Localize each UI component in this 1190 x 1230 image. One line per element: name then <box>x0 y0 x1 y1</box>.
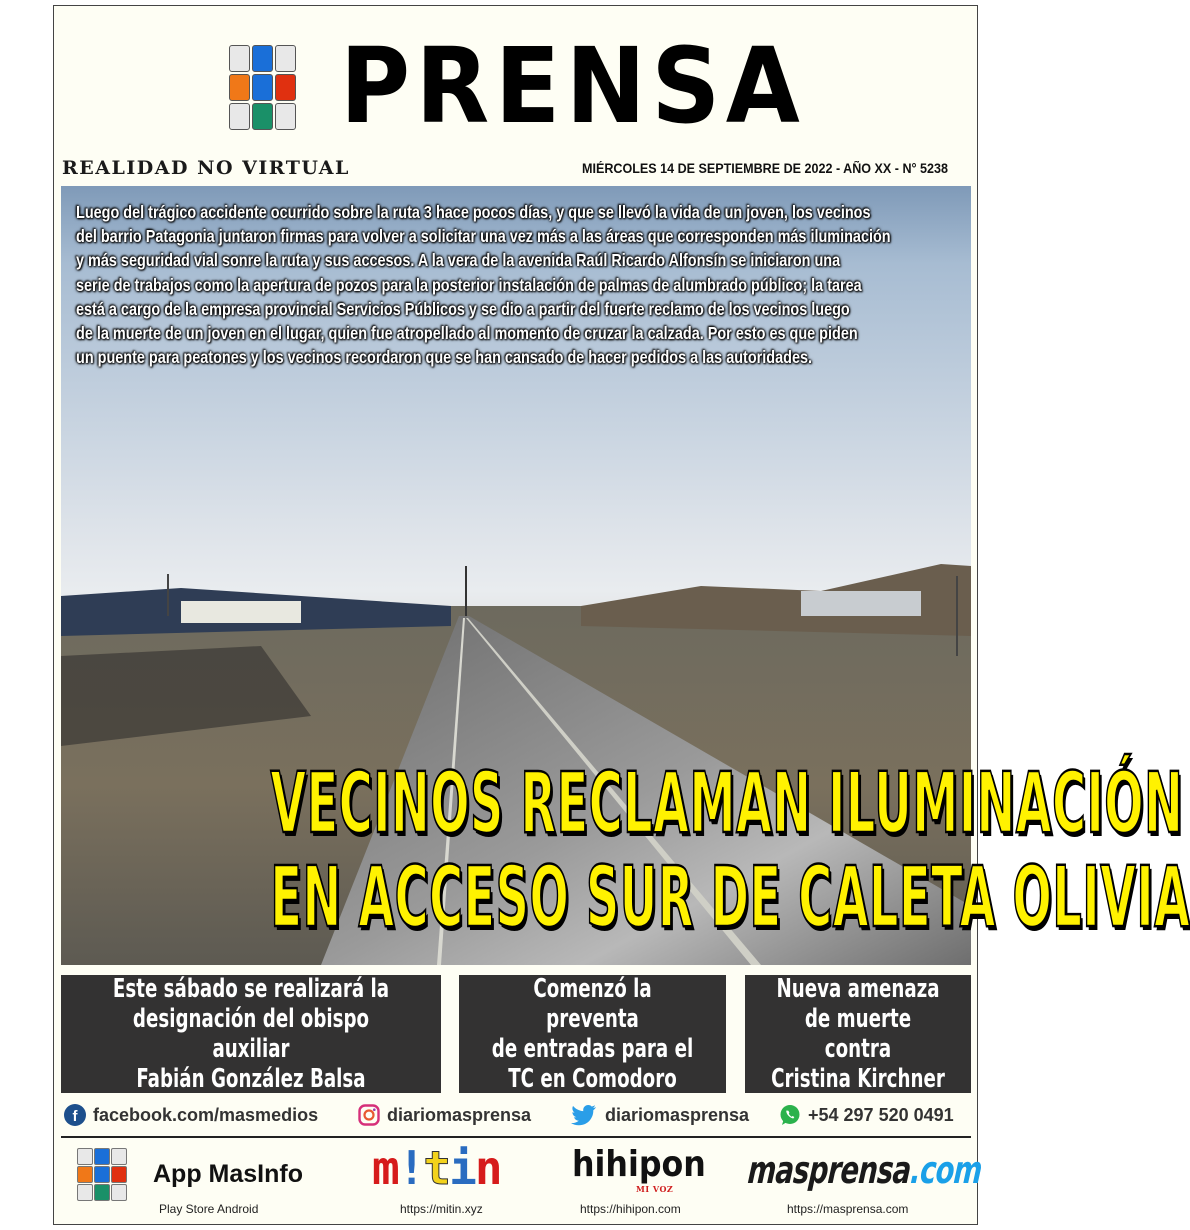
lede-line: serie de trabajos como la apertura de pozos para la posterior instalación de palmas de alumbrado público; la tarea <box>76 274 862 295</box>
masprensa-logo[interactable] <box>746 1148 983 1192</box>
news-box[interactable] <box>745 975 971 1093</box>
rubik-cube-icon <box>229 45 297 131</box>
instagram-label: diariomasprensa <box>387 1104 532 1125</box>
mitin-logo[interactable] <box>372 1143 501 1193</box>
lede-line: está a cargo de la empresa provincial Servicios Públicos y se dio a partir del fuerte reclamo de los vecinos luego <box>76 298 850 319</box>
cube-cell <box>111 1184 127 1201</box>
cube-cell <box>94 1166 110 1183</box>
cube-cell <box>77 1166 93 1183</box>
lede-line: y más seguridad vial sonre la ruta y sus accesos. A la vera de la avenida Raúl Ricardo Alfonsín se iniciaron una <box>76 250 841 271</box>
cube-cell <box>252 74 273 101</box>
mitin-logo-letter: m <box>372 1141 398 1195</box>
headline-line: EN ACCESO SUR DE CALETA OLIVIA <box>270 848 1190 946</box>
social-facebook[interactable] <box>64 1102 318 1128</box>
news-box[interactable] <box>61 975 441 1093</box>
tagline: REALIDAD NO VIRTUAL <box>62 157 350 179</box>
facebook-icon <box>64 1104 86 1126</box>
cube-cell <box>111 1148 127 1165</box>
dateline: MIÉRCOLES 14 DE SEPTIEMBRE DE 2022 - AÑO XX - N° 5238 <box>582 161 948 176</box>
social-instagram[interactable] <box>358 1102 531 1128</box>
mitin-logo-letter: n <box>474 1141 501 1195</box>
masprensa-logo-main: masprensa <box>746 1148 913 1192</box>
lede-text <box>76 200 966 369</box>
whatsapp-icon <box>779 1104 801 1126</box>
cube-cell <box>77 1148 93 1165</box>
cube-cell <box>229 45 250 72</box>
white-building <box>181 601 301 623</box>
cube-cell <box>111 1166 127 1183</box>
cube-cell <box>275 74 296 101</box>
twitter-icon <box>572 1104 598 1126</box>
warehouse-right <box>801 591 921 616</box>
cube-cell <box>77 1184 93 1201</box>
hihipon-url[interactable]: https://hihipon.com <box>580 1202 681 1216</box>
instagram-icon <box>358 1104 380 1126</box>
masthead-title: PRENSA <box>340 25 806 147</box>
lede-line: de la muerte de un joven en el lugar, quien fue atropellado al momento de cruzar la calzada. Por esto es que piden <box>76 323 858 344</box>
cube-cell <box>229 74 250 101</box>
news-box-text: Nueva amenaza de muerte contra Cristina Kirchner <box>771 974 945 1094</box>
lede-line: Luego del trágico accidente ocurrido sobre la ruta 3 hace pocos días, y que se llevó la vida de un joven, los vecinos <box>76 202 871 222</box>
masprensa-url[interactable]: https://masprensa.com <box>787 1202 909 1216</box>
hihipon-logo[interactable]: hihipon <box>572 1144 706 1185</box>
whatsapp-label: +54 297 520 0491 <box>808 1104 954 1125</box>
cube-cell <box>252 103 273 130</box>
cube-cell <box>252 45 273 72</box>
news-box-text: Comenzó la preventa de entradas para el TC en Comodoro <box>491 974 694 1094</box>
mitin-logo-letter: i <box>449 1141 475 1195</box>
svg-text:f: f <box>72 1108 78 1125</box>
news-box[interactable] <box>459 975 726 1093</box>
app-title[interactable]: App MasInfo <box>153 1160 303 1188</box>
hihipon-tag: MI VOZ <box>636 1184 674 1194</box>
lead-photo[interactable] <box>61 186 1190 965</box>
app-masinfo-icon[interactable] <box>77 1148 129 1202</box>
cube-cell <box>94 1148 110 1165</box>
app-subtitle: Play Store Android <box>159 1202 259 1216</box>
lede-line: del barrio Patagonia juntaron firmas para volver a solicitar una vez más a las áreas que corresponden más iluminación <box>76 226 891 247</box>
cube-cell <box>275 103 296 130</box>
footer-divider <box>61 1136 971 1138</box>
headline-line: VECINOS RECLAMAN ILUMINACIÓN <box>270 754 1184 852</box>
social-twitter[interactable] <box>572 1102 749 1128</box>
cube-cell <box>229 103 250 130</box>
lede-line: un puente para peatones y los vecinos recordaron que se han cansado de hacer pedidos a las autoridades. <box>76 347 813 368</box>
main-headline[interactable] <box>69 754 1190 946</box>
mitin-url[interactable]: https://mitin.xyz <box>400 1202 483 1216</box>
mitin-logo-letter: ! <box>397 1141 424 1195</box>
cube-cell <box>275 45 296 72</box>
mitin-logo-letter: t <box>423 1141 450 1195</box>
news-box-text: Este sábado se realizará la designación del obispo auxiliar Fabián González Balsa <box>112 974 390 1094</box>
masprensa-logo-tld: .com <box>908 1148 984 1192</box>
cube-cell <box>94 1184 110 1201</box>
social-whatsapp[interactable] <box>779 1102 954 1128</box>
twitter-label: diariomasprensa <box>605 1104 750 1125</box>
facebook-label: facebook.com/masmedios <box>93 1104 319 1125</box>
